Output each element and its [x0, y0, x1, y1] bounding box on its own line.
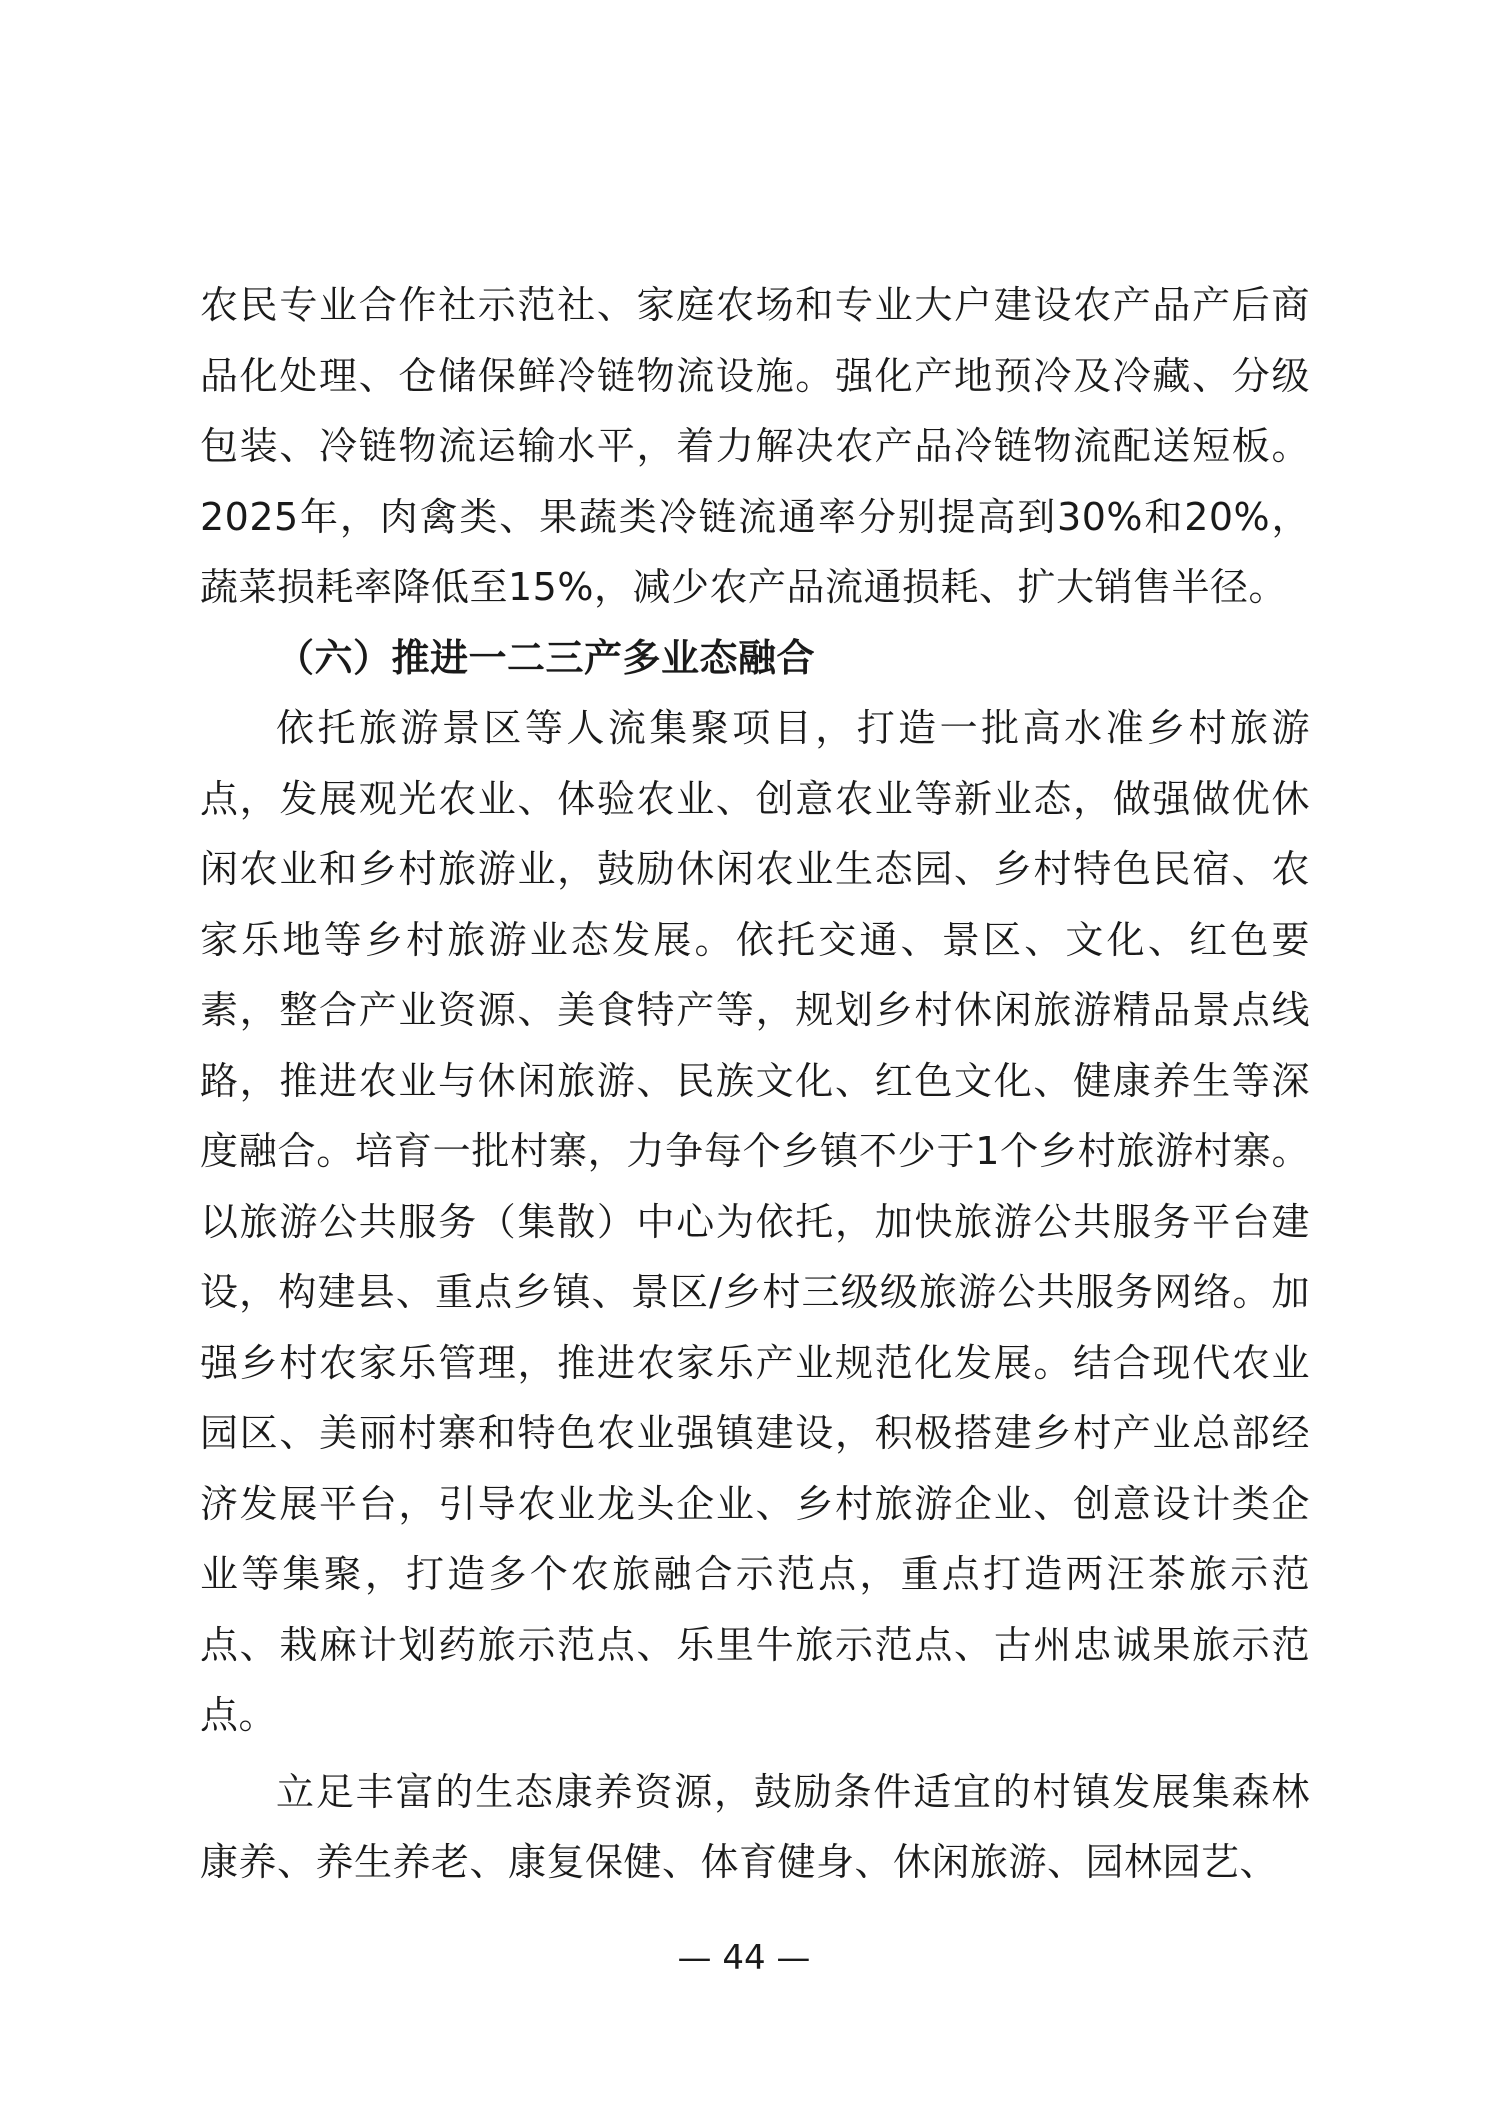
document-page — [200, 270, 1310, 1898]
page-number: — 44 — — [677, 1938, 811, 1978]
paragraph-cold-chain: 农民专业合作社示范社、家庭农场和专业大户建设农产品产后商品化处理、仓储保鲜冷链物流设施。强化产地预冷及冷藏、分级包装、冷链物流运输水平，着力解决农产品冷链物流配送短板。2025年，肉禽类、果蔬类冷链流通率分别提高到30%和20%，蔬菜损耗率降低至15%，减少农产品流通损耗、扩大销售半径。 — [200, 283, 1310, 609]
paragraph-rural-tourism: 依托旅游景区等人流集聚项目，打造一批高水准乡村旅游点，发展观光农业、体验农业、创意农业等新业态，做强做优休闲农业和乡村旅游业，鼓励休闲农业生态园、乡村特色民宿、农家乐地等乡村旅游业态发展。依托交通、景区、文化、红色要素，整合产业资源、美食特产等，规划乡村休闲旅游精品景点线路，推进农业与休闲旅游、民族文化、红色文化、健康养生等深度融合。培育一批村寨，力争每个乡镇不少于1个乡村旅游村寨。以旅游公共服务（集散）中心为依托，加快旅游公共服务平台建设，构建县、重点乡镇、景区/乡村三级级旅游公共服务网络。加强乡村农家乐管理，推进农家乐产业规范化发展。结合现代农业园区、美丽村寨和特色农业强镇建设，积极搭建乡村产业总部经济发展平台，引导农业龙头企业、乡村旅游企业、创意设计类企业等集聚，打造多个农旅融合示范点，重点打造两汪茶旅示范点、栽麻计划药旅示范点、乐里牛旅示范点、古州忠诚果旅示范点。 — [200, 706, 1310, 1737]
section-heading-6: （六）推进一二三产多业态融合 — [276, 635, 816, 680]
paragraph-eco-wellness: 立足丰富的生态康养资源，鼓励条件适宜的村镇发展集森林康养、养生养老、康复保健、体育健身、休闲旅游、园林园艺、 — [200, 1769, 1310, 1884]
